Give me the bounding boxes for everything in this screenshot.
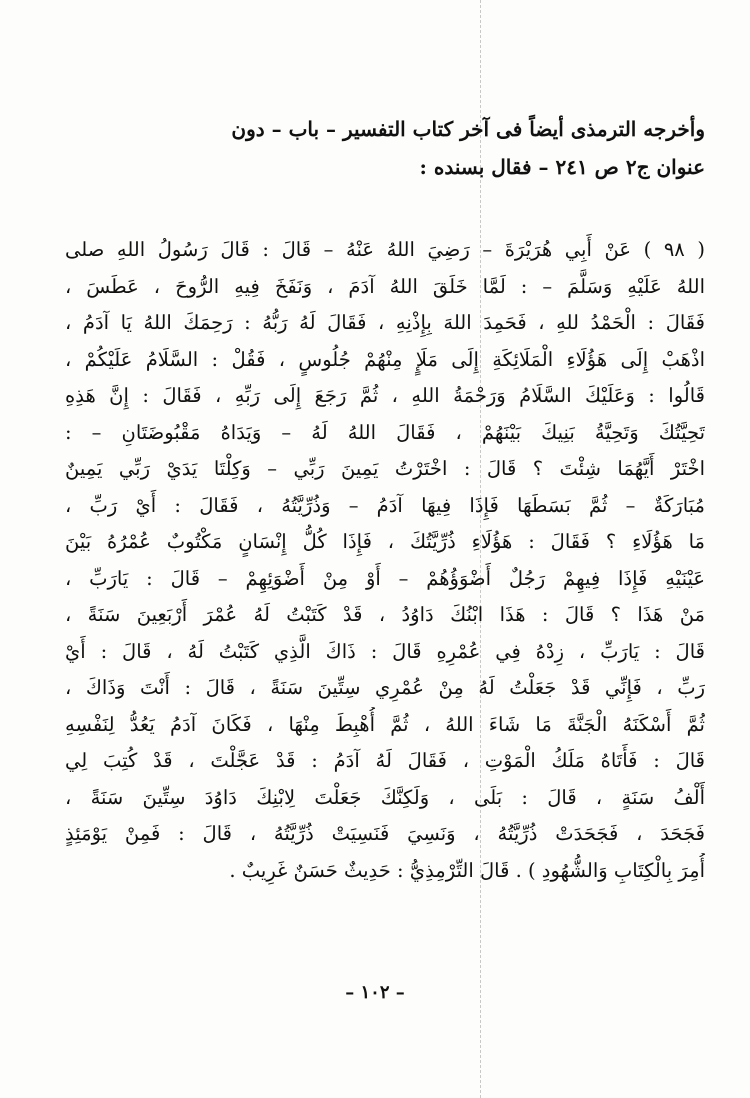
- hadith-line-9: مَا هَؤُلَاءِ ؟ فَقَالَ : هَؤُلَاءِ ذُرِّيَّتُكَ ، فَإِذَا كُلُّ إِنْسَانٍ مَكْتُوبٌ عُمْرُهُ بَيْنَ: [65, 530, 705, 553]
- hadith-line-4: اذْهَبْ إِلَى هَؤُلَاءِ الْمَلَائِكَةِ إِلَى مَلَإٍ مِنْهُمْ جُلُوسٍ ، فَقُلْ : السَّلَامُ عَلَيْكُمْ ،: [65, 347, 705, 371]
- hadith-line-15: قَالَ : فَأَتَاهُ مَلَكُ الْمَوْتِ ، فَقَالَ لَهُ آدَمُ : قَدْ عَجَّلْتَ ، قَدْ كُتِبَ لِي: [65, 749, 705, 772]
- hadith-line-8: مُبَارَكَةٌ – ثُمَّ بَسَطَهَا فَإِذَا فِيهَا آدَمُ – وَذُرِّيَّتُهُ ، فَقَالَ : أَيْ رَبِّ ،: [65, 493, 705, 517]
- hadith-line-2: اللهُ عَلَيْهِ وَسَلَّمَ – : لَمَّا خَلَقَ اللهُ آدَمَ ، وَنَفَخَ فِيهِ الرُّوحَ ، عَطَسَ ،: [65, 274, 705, 298]
- intro-line-1: وأخرجه الترمذى أيضاً فى آخر كتاب التفسير – باب – دون: [231, 117, 705, 141]
- hadith-line-12: قَالَ : يَارَبِّ ، زِدْهُ فِي عُمْرِهِ قَالَ : ذَاكَ الَّذِي كَتَبْتُ لَهُ ، قَالَ : أَيْ: [65, 639, 705, 663]
- hadith-line-6: تَحِيَّتُكَ وَتَحِيَّةُ بَنِيكَ بَيْنَهُمْ ، فَقَالَ اللهُ لَهُ – وَيَدَاهُ مَقْبُوضَتَانِ – :: [65, 420, 705, 444]
- hadith-line-3: فَقَالَ : الْحَمْدُ للهِ ، فَحَمِدَ اللهَ بِإِذْنِهِ ، فَقَالَ لَهُ رَبُّهُ : رَحِمَكَ اللهُ يَا آدَمُ ،: [65, 311, 705, 334]
- hadith-line-18: أُمِرَ بِالْكِتَابِ وَالشُّهُودِ ) . قَالَ التِّرْمِذِيُّ : حَدِيثٌ حَسَنٌ غَرِيبٌ .: [229, 858, 705, 882]
- page-number: – ١٠٢ –: [345, 982, 405, 1003]
- hadith-line-5: قَالُوا : وَعَلَيْكَ السَّلَامُ وَرَحْمَةُ اللهِ ، ثُمَّ رَجَعَ إِلَى رَبِّهِ ، فَقَالَ : إِنَّ هَذِهِ: [65, 384, 705, 407]
- hadith-line-11: مَنْ هَذَا ؟ قَالَ : هَذَا ابْنُكَ دَاوُدُ ، قَدْ كَتَبْتُ لَهُ عُمْرَ أَرْبَعِينَ سَنَةً ،: [65, 603, 705, 626]
- intro-paragraph: [65, 110, 705, 186]
- hadith-line-14: ثُمَّ أَسْكَنَهُ الْجَنَّةَ مَا شَاءَ اللهُ ، ثُمَّ أُهْبِطَ مِنْهَا ، فَكَانَ آدَمُ يَعُدُّ لِنَفْسِهِ: [65, 712, 705, 736]
- hadith-line-17: فَجَحَدَ ، فَجَحَدَتْ ذُرِّيَّتُهُ ، وَنَسِيَ فَنَسِيَتْ ذُرِّيَّتُهُ ، قَالَ : فَمِنْ يَوْمَئِذٍ: [65, 822, 705, 845]
- hadith-line-13: رَبِّ ، فَإِنِّي قَدْ جَعَلْتُ لَهُ مِنْ عُمْرِي سِتِّينَ سَنَةً ، قَالَ : أَنْتَ وَذَاكَ ،: [65, 676, 705, 699]
- hadith-line-16: أَلْفُ سَنَةٍ ، قَالَ : بَلَى ، وَلَكِنَّكَ جَعَلْتَ لِابْنِكَ دَاوُدَ سِتِّينَ سَنَةً ،: [65, 785, 705, 809]
- hadith-line-1: ( ٩٨ ) عَنْ أَبِي هُرَيْرَةَ – رَضِيَ اللهُ عَنْهُ – قَالَ : قَالَ رَسُولُ اللهِ صلى: [65, 238, 705, 261]
- hadith-text-block: [65, 232, 705, 889]
- hadith-line-7: اخْتَرْ أَيَّهُمَا شِئْتَ ؟ قَالَ : اخْتَرْتُ يَمِينَ رَبِّي – وَكِلْتَا يَدَيْ رَبِّي يَمِينٌ: [65, 457, 705, 480]
- intro-line-2: عنوان ج٢ ص ٢٤١ – فقال بسنده :: [419, 155, 705, 179]
- hadith-line-10: عَيْنَيْهِ فَإِذَا فِيهِمْ رَجُلٌ أَضْوَؤُهُمْ – أَوْ مِنْ أَضْوَئِهِمْ – قَالَ : يَارَبِّ ،: [65, 566, 705, 590]
